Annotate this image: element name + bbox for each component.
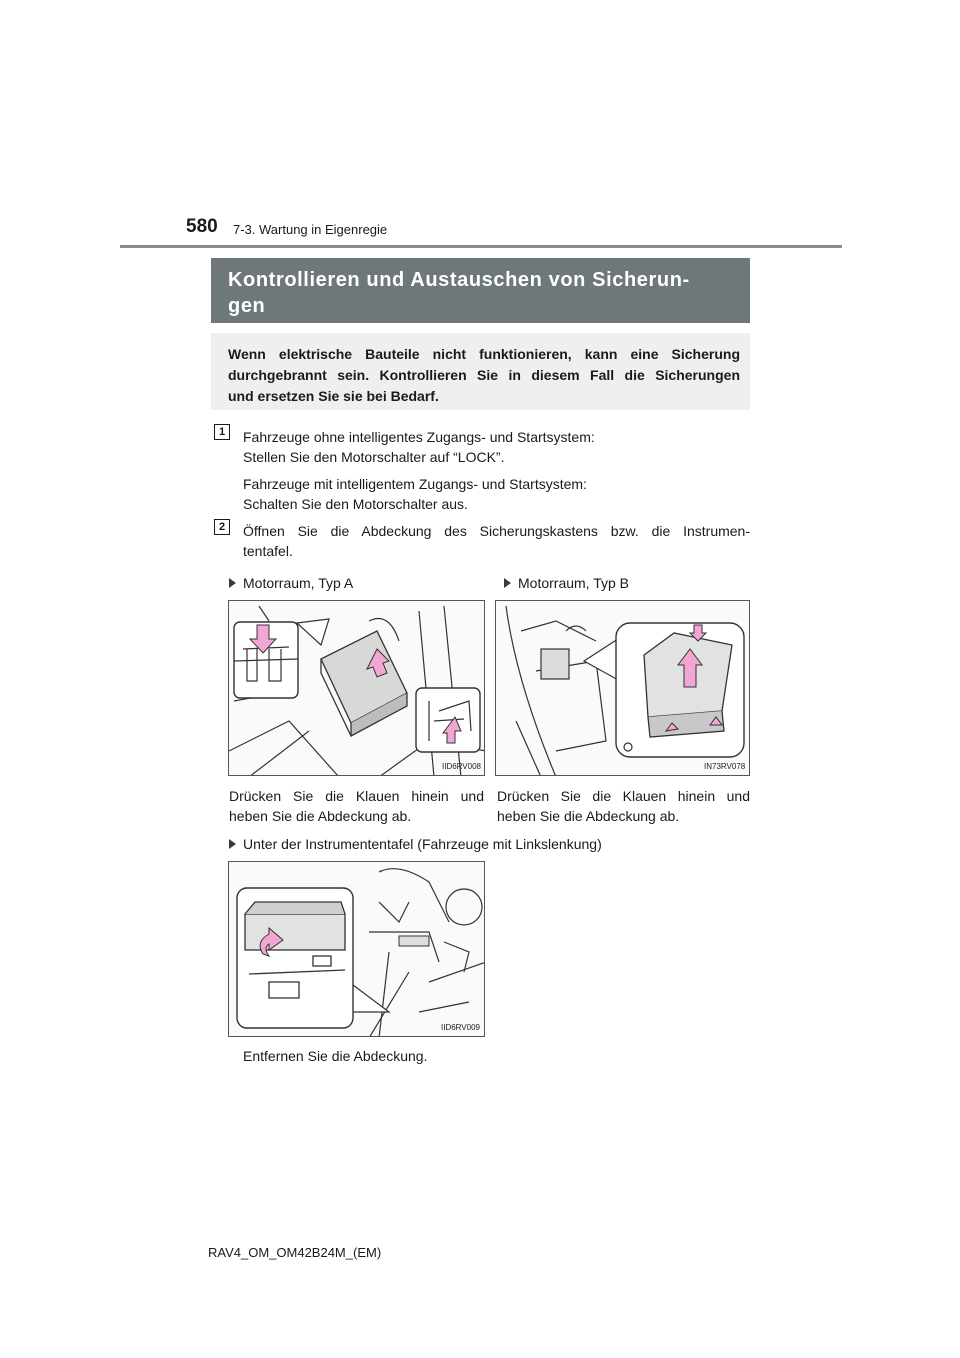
step-1-text-line-1: Fahrzeuge ohne intelligentes Zugangs- und Startsystem: (243, 429, 595, 445)
step-1-badge: 1 (214, 424, 230, 440)
intro-line-2: durchgebrannt sein. Kontrollieren Sie in diesem Fall die Sicherungen (228, 367, 740, 383)
step-1-text-line-3: Fahrzeuge mit intelligentem Zugangs- und Startsystem: (243, 476, 587, 492)
figure-a-code: IID6RV008 (442, 762, 481, 771)
figure-under-instrument-panel (228, 861, 485, 1037)
figure-c-code: IID6RV009 (441, 1023, 480, 1032)
step-2-badge: 2 (214, 519, 230, 535)
figure-engine-bay-type-a (228, 600, 485, 776)
page-number: 580 (186, 216, 218, 237)
figure-a-caption-line-2: heben Sie die Abdeckung ab. (229, 808, 412, 824)
section-title-line-2: gen (228, 295, 266, 317)
bullet-marker-icon (229, 578, 236, 588)
section-title (211, 258, 750, 323)
figure-b-caption-line-1: Drücken Sie die Klauen hinein und (497, 788, 750, 804)
figure-b-caption-line-2: heben Sie die Abdeckung ab. (497, 808, 680, 824)
figure-a-caption-line-1: Drücken Sie die Klauen hinein und (229, 788, 484, 804)
header-rule (120, 245, 842, 248)
instrument-panel-illustration (229, 862, 485, 1037)
figure-engine-bay-type-b (495, 600, 750, 776)
intro-line-1: Wenn elektrische Bauteile nicht funktionieren, kann eine Sicherung (228, 346, 740, 362)
step-1-text-line-4: Schalten Sie den Motorschalter aus. (243, 496, 468, 512)
engine-bay-type-a-illustration (229, 601, 485, 776)
engine-bay-type-b-illustration (496, 601, 750, 776)
figure-c-heading: Unter der Instrumententafel (Fahrzeuge mit Linkslenkung) (243, 836, 602, 852)
chapter-title: 7-3. Wartung in Eigenregie (233, 222, 388, 237)
intro-line-3: und ersetzen Sie sie bei Bedarf. (228, 388, 439, 404)
step-1-text-line-2: Stellen Sie den Motorschalter auf “LOCK”. (243, 449, 505, 465)
step-2-text-line-1: Öffnen Sie die Abdeckung des Sicherungskastens bzw. die Instrumen- (243, 523, 750, 539)
step-2-text-line-2: tentafel. (243, 543, 293, 559)
figure-b-heading: Motorraum, Typ B (518, 575, 630, 591)
bullet-marker-icon (229, 839, 236, 849)
document-code: RAV4_OM_OM42B24M_(EM) (208, 1245, 382, 1260)
figure-b-code: IN73RV078 (704, 762, 746, 771)
bullet-marker-icon (504, 578, 511, 588)
figure-c-caption: Entfernen Sie die Abdeckung. (243, 1048, 428, 1064)
intro-box (211, 333, 750, 410)
figure-a-heading: Motorraum, Typ A (243, 575, 354, 591)
section-title-line-1: Kontrollieren und Austauschen von Sicherun- (228, 269, 690, 291)
